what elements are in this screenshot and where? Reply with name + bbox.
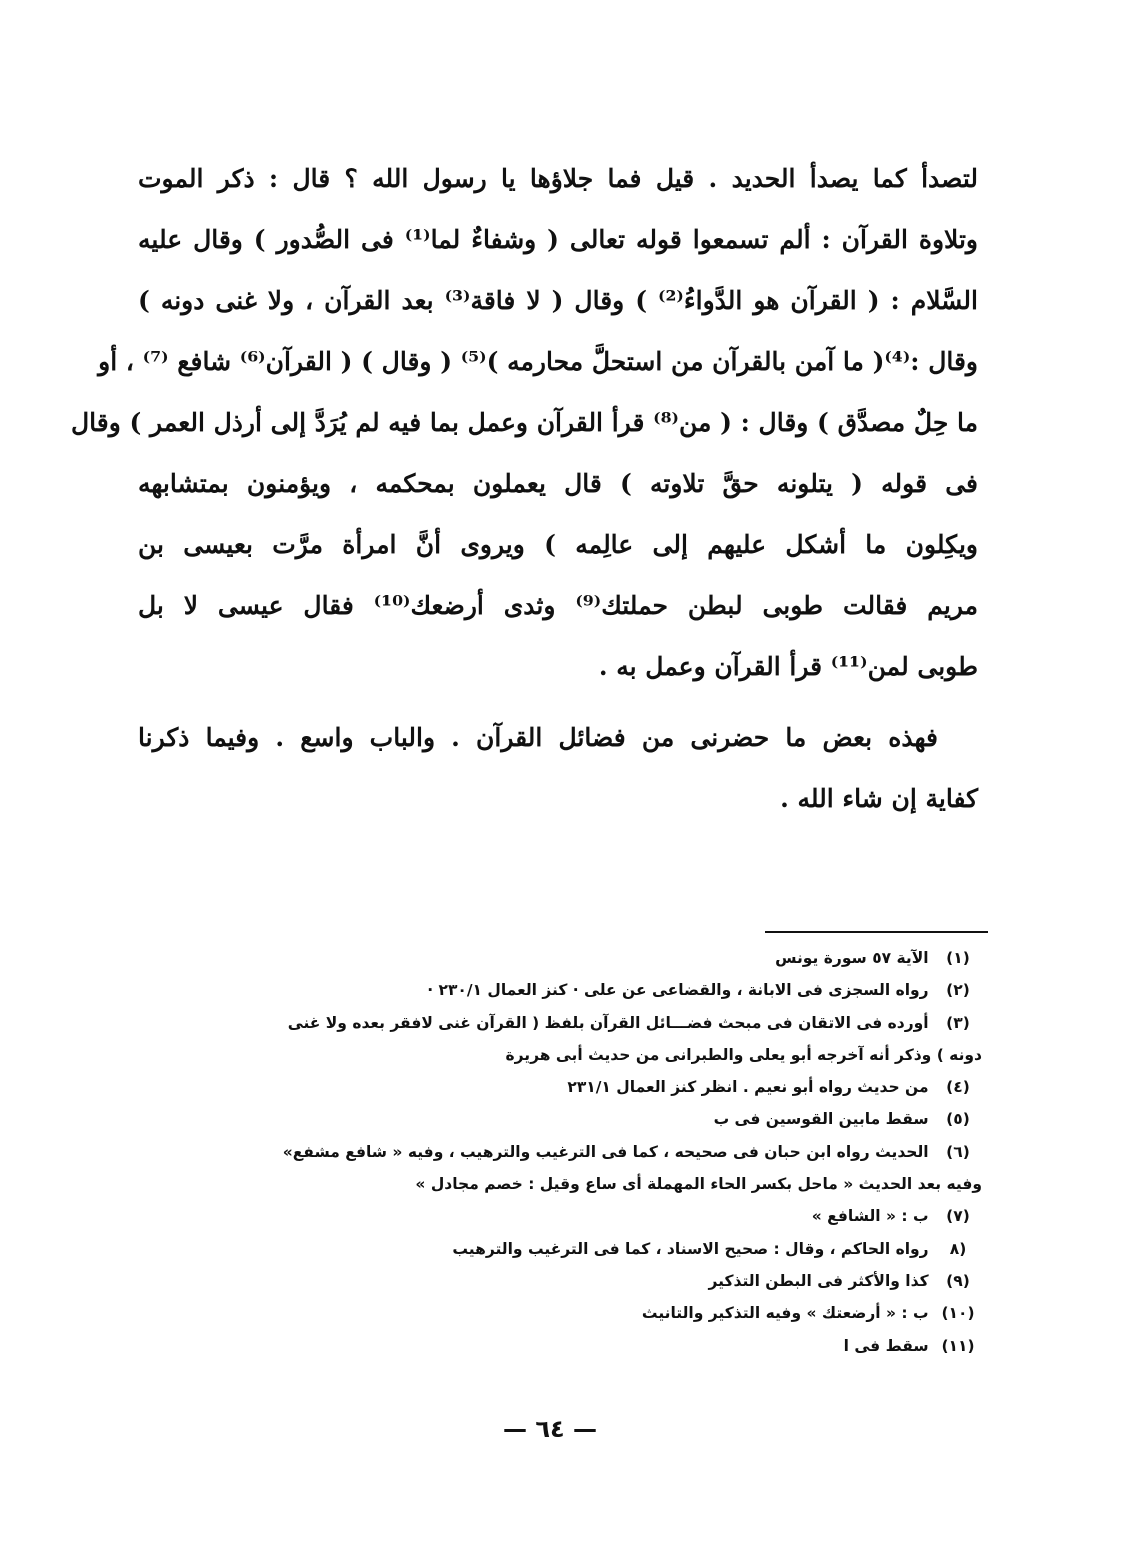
footnote-item: [112, 1071, 982, 1103]
footnote-number: (٣): [946, 1013, 970, 1032]
footnote-item: [112, 1233, 982, 1265]
footnote-item: [112, 1297, 982, 1329]
text-line: ويكِلون ما أشكل عليهم إلى عالِمه ) ويروى أنَّ امرأة مرَّت بعيسى بن: [138, 530, 978, 559]
footnote-divider: [765, 931, 988, 933]
text-line: لتصدأ كما يصدأ الحديد . قيل فما جلاؤها يا رسول الله ؟ قال : ذكر الموت: [138, 164, 978, 193]
footnote-text: سقط فى ا: [843, 1336, 929, 1355]
footnote-item: [112, 1265, 982, 1297]
footnote-item: [112, 942, 982, 974]
footnote-text: ب : « أرضعتك » وفيه التذكير والتانيث: [641, 1304, 929, 1323]
main-text: [71, 148, 979, 829]
footnote-item: [112, 1136, 982, 1168]
footnote-number: (٤): [946, 1078, 970, 1097]
paragraph-1: [71, 148, 979, 697]
text-line: فى قوله ( يتلونه حقَّ تلاوته ) قال يعملون بمحكمه ، ويؤمنون بمتشابهه: [138, 469, 978, 498]
footnote-number: (٦): [946, 1142, 970, 1161]
text-line: طوبى لمن⁽¹¹⁾ قرأ القرآن وعمل به .: [598, 652, 978, 681]
footnote-text: رواه السجزى فى الابانة ، والقضاعى عن على · كنز العمال ٢٣٠/١ ·: [427, 981, 929, 1000]
footnote-number: (٥): [946, 1110, 970, 1129]
footnote-text: سقط مابين القوسين فى ب: [713, 1110, 929, 1129]
footnote-number: (١١): [941, 1336, 975, 1355]
text-line: فهذه بعض ما حضرنى من فضائل القرآن . والباب واسع . وفيما ذكرنا: [138, 723, 938, 752]
footnotes: [112, 942, 982, 1362]
footnote-item: [112, 1103, 982, 1135]
footnote-text: رواه الحاكم ، وقال : صحيح الاسناد ، كما فى الترغيب والترهيب: [452, 1239, 929, 1258]
footnote-number: (١): [946, 949, 970, 967]
page-number: — ٦٤ —: [502, 1415, 597, 1443]
footnote-text: الحديث رواه ابن حبان فى صحيحه ، كما فى الترغيب والترهيب ، وفيه « شافع مشفع»: [282, 1142, 929, 1161]
footnote-number: (٢): [946, 981, 970, 1000]
text-line: كفاية إن شاء الله .: [780, 784, 978, 813]
footnote-continuation: دونه ) وذكر أنه آخرجه أبو يعلى والطبرانى من حديث أبى هريرة: [505, 1045, 982, 1064]
footnote-number: (٩): [946, 1271, 970, 1290]
footnote-number: (١٠): [941, 1304, 975, 1323]
footnote-text: كذا والأكثر فى البطن التذكير: [708, 1271, 929, 1290]
text-line: وقال :⁽⁴⁾( ما آمن بالقرآن من استحلَّ محارمه )⁽⁵⁾ ( وقال ) ( القرآن⁽⁶⁾ شافع ⁽⁷⁾ ، أو: [98, 347, 978, 376]
footnote-item: [112, 1200, 982, 1232]
footnote-text: الآية ٥٧ سورة يونس: [775, 949, 929, 967]
footnote-text: من حديث رواه أبو نعيم . انظر كنز العمال ٢٣١/١: [567, 1078, 929, 1097]
footnote-text: أورده فى الاتقان فى مبحث فضـــائل القرآن بلفظ ( القرآن غنى لافقر بعده ولا غنى: [287, 1013, 929, 1032]
footnote-item: [112, 1007, 982, 1039]
text-line: السَّلام : ( القرآن هو الدَّواءُ⁽²⁾ ) وقال ( لا فاقة⁽³⁾ بعد القرآن ، ولا غنى دونه ): [138, 286, 978, 315]
text-line: وتلاوة القرآن : ألم تسمعوا قوله تعالى ( وشفاءٌ لما⁽¹⁾ فى الصُّدور ) وقال عليه: [138, 225, 978, 254]
footnote-continuation: وفيه بعد الحديث « ماحل بكسر الحاء المهملة أى ساع وقيل : خصم مجادل »: [415, 1175, 982, 1194]
footnote-number: (٧): [946, 1207, 970, 1226]
paragraph-2: [138, 707, 978, 829]
text-line: ما حِلٌ مصدَّق ) وقال : ( من⁽⁸⁾ قرأ القرآن وعمل بما فيه لم يُرَدَّ إلى أرذل العمر ) وقال: [71, 408, 978, 437]
text-line: مريم فقالت طوبى لبطن حملتك⁽⁹⁾ وثدى أرضعك⁽¹⁰⁾ فقال عيسى لا بل: [138, 591, 979, 620]
footnote-item: [112, 1330, 982, 1362]
footnote-item: [112, 974, 982, 1006]
footnote-number: (٨: [949, 1239, 967, 1258]
footnote-text: ب : « الشافع »: [811, 1207, 929, 1226]
